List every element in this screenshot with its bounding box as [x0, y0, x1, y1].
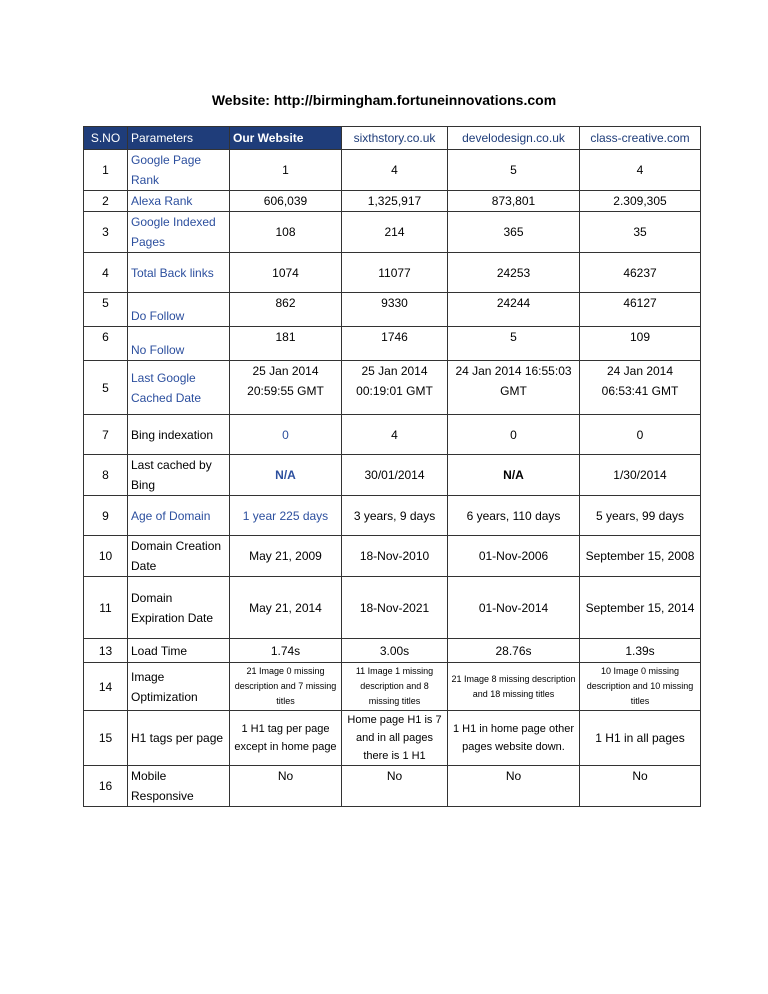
cell-sno: 10: [84, 536, 128, 577]
cell-competitor-3: 46237: [580, 253, 701, 293]
cell-our-website: 0: [230, 415, 342, 455]
cell-competitor-2: 21 Image 8 missing description and 18 missing titles: [448, 663, 580, 711]
cell-our-website: No: [230, 766, 342, 807]
cell-parameter: Google Page Rank: [128, 150, 230, 191]
table-row: [84, 711, 701, 766]
header-row: [84, 127, 701, 150]
cell-competitor-2: 01-Nov-2006: [448, 536, 580, 577]
cell-our-website: May 21, 2009: [230, 536, 342, 577]
cell-our-website: 606,039: [230, 191, 342, 212]
cell-our-website: 21 Image 0 missing description and 7 missing titles: [230, 663, 342, 711]
cell-competitor-2: 5: [448, 327, 580, 361]
cell-competitor-1: 9330: [342, 293, 448, 327]
cell-parameter: Image Optimization: [128, 663, 230, 711]
cell-parameter: No Follow: [128, 327, 230, 361]
cell-competitor-1: 214: [342, 212, 448, 253]
table-row: [84, 327, 701, 361]
cell-competitor-1: Home page H1 is 7 and in all pages there is 1 H1: [342, 711, 448, 766]
cell-sno: 16: [84, 766, 128, 807]
cell-competitor-1: 3.00s: [342, 639, 448, 663]
table-row: [84, 663, 701, 711]
cell-our-website: May 21, 2014: [230, 577, 342, 639]
cell-competitor-3: 0: [580, 415, 701, 455]
header-sno: S.NO: [84, 127, 128, 150]
cell-competitor-3: 46127: [580, 293, 701, 327]
table-row: [84, 150, 701, 191]
cell-competitor-2: 873,801: [448, 191, 580, 212]
cell-competitor-3: 4: [580, 150, 701, 191]
cell-sno: 6: [84, 327, 128, 361]
cell-parameter: H1 tags per page: [128, 711, 230, 766]
header-parameters: Parameters: [128, 127, 230, 150]
cell-parameter: Last Google Cached Date: [128, 361, 230, 415]
cell-sno: 11: [84, 577, 128, 639]
cell-competitor-2: 24244: [448, 293, 580, 327]
cell-parameter: Bing indexation: [128, 415, 230, 455]
cell-parameter: Last cached by Bing: [128, 455, 230, 496]
header-our-website: Our Website: [230, 127, 342, 150]
table-row: [84, 415, 701, 455]
cell-competitor-1: 1,325,917: [342, 191, 448, 212]
cell-sno: 8: [84, 455, 128, 496]
cell-competitor-2: No: [448, 766, 580, 807]
header-competitor-1: sixthstory.co.uk: [342, 127, 448, 150]
table-row: [84, 496, 701, 536]
table-row: [84, 191, 701, 212]
cell-sno: 1: [84, 150, 128, 191]
cell-competitor-1: 18-Nov-2021: [342, 577, 448, 639]
cell-competitor-2: 6 years, 110 days: [448, 496, 580, 536]
cell-parameter: Do Follow: [128, 293, 230, 327]
cell-competitor-3: 35: [580, 212, 701, 253]
cell-our-website: 108: [230, 212, 342, 253]
cell-sno: 5: [84, 293, 128, 327]
cell-competitor-2: 0: [448, 415, 580, 455]
table-row: [84, 577, 701, 639]
cell-competitor-1: 30/01/2014: [342, 455, 448, 496]
cell-competitor-3: 2.309,305: [580, 191, 701, 212]
cell-competitor-2: 365: [448, 212, 580, 253]
table-row: [84, 455, 701, 496]
cell-sno: 2: [84, 191, 128, 212]
cell-competitor-1: 1746: [342, 327, 448, 361]
cell-competitor-3: 1.39s: [580, 639, 701, 663]
comparison-table: [83, 126, 701, 807]
cell-our-website: N/A: [230, 455, 342, 496]
cell-sno: 3: [84, 212, 128, 253]
cell-sno: 4: [84, 253, 128, 293]
cell-parameter: Total Back links: [128, 253, 230, 293]
cell-competitor-2: 24253: [448, 253, 580, 293]
cell-sno: 5: [84, 361, 128, 415]
cell-competitor-2: 01-Nov-2014: [448, 577, 580, 639]
table-row: [84, 253, 701, 293]
cell-competitor-1: 18-Nov-2010: [342, 536, 448, 577]
cell-our-website: 1: [230, 150, 342, 191]
cell-our-website: 1.74s: [230, 639, 342, 663]
cell-parameter: Mobile Responsive: [128, 766, 230, 807]
table-row: [84, 361, 701, 415]
cell-our-website: 862: [230, 293, 342, 327]
cell-parameter: Domain Creation Date: [128, 536, 230, 577]
cell-parameter: Load Time: [128, 639, 230, 663]
table-row: [84, 766, 701, 807]
cell-competitor-3: September 15, 2008: [580, 536, 701, 577]
cell-competitor-2: 24 Jan 2014 16:55:03 GMT: [448, 361, 580, 415]
cell-sno: 9: [84, 496, 128, 536]
cell-competitor-1: 11 Image 1 missing description and 8 missing titles: [342, 663, 448, 711]
cell-competitor-3: 5 years, 99 days: [580, 496, 701, 536]
cell-competitor-1: 3 years, 9 days: [342, 496, 448, 536]
cell-our-website: 1 H1 tag per page except in home page: [230, 711, 342, 766]
cell-our-website: 25 Jan 2014 20:59:55 GMT: [230, 361, 342, 415]
cell-our-website: 181: [230, 327, 342, 361]
cell-sno: 15: [84, 711, 128, 766]
cell-competitor-2: 1 H1 in home page other pages website down.: [448, 711, 580, 766]
cell-competitor-2: 5: [448, 150, 580, 191]
cell-sno: 13: [84, 639, 128, 663]
cell-competitor-3: September 15, 2014: [580, 577, 701, 639]
cell-competitor-3: 24 Jan 2014 06:53:41 GMT: [580, 361, 701, 415]
table-row: [84, 536, 701, 577]
table-row: [84, 212, 701, 253]
cell-competitor-3: 10 Image 0 missing description and 10 missing titles: [580, 663, 701, 711]
cell-our-website: 1 year 225 days: [230, 496, 342, 536]
cell-parameter: Google Indexed Pages: [128, 212, 230, 253]
cell-competitor-1: No: [342, 766, 448, 807]
header-competitor-2: develodesign.co.uk: [448, 127, 580, 150]
table-row: [84, 639, 701, 663]
page-title: Website: http://birmingham.fortuneinnovations.com: [211, 92, 557, 108]
cell-competitor-3: No: [580, 766, 701, 807]
cell-competitor-1: 4: [342, 150, 448, 191]
cell-sno: 14: [84, 663, 128, 711]
cell-competitor-2: N/A: [448, 455, 580, 496]
cell-competitor-3: 109: [580, 327, 701, 361]
cell-competitor-3: 1/30/2014: [580, 455, 701, 496]
table-row: [84, 293, 701, 327]
cell-parameter: Age of Domain: [128, 496, 230, 536]
cell-competitor-1: 4: [342, 415, 448, 455]
cell-competitor-3: 1 H1 in all pages: [580, 711, 701, 766]
header-competitor-3: class-creative.com: [580, 127, 701, 150]
cell-competitor-1: 25 Jan 2014 00:19:01 GMT: [342, 361, 448, 415]
cell-competitor-2: 28.76s: [448, 639, 580, 663]
cell-parameter: Domain Expiration Date: [128, 577, 230, 639]
cell-our-website: 1074: [230, 253, 342, 293]
cell-sno: 7: [84, 415, 128, 455]
cell-competitor-1: 11077: [342, 253, 448, 293]
cell-parameter: Alexa Rank: [128, 191, 230, 212]
